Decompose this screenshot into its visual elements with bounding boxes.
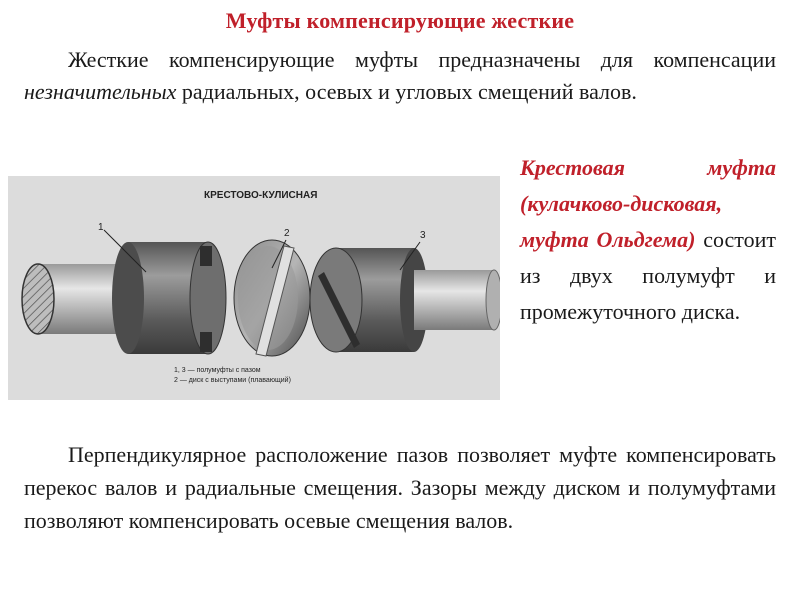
page-title: Муфты компенсирующие жесткие <box>225 8 575 33</box>
right-shaft <box>414 270 494 330</box>
legend-line-1: 1, 3 — полумуфты с пазом <box>174 367 261 374</box>
coupling-illustration <box>8 176 500 400</box>
side-description <box>520 150 776 330</box>
intro-paragraph <box>24 44 776 108</box>
figure-caption: КРЕСТОВО-КУЛИСНАЯ <box>204 190 318 201</box>
label-3: 3 <box>420 230 426 241</box>
legend-line-2: 2 — диск с выступами (плавающий) <box>174 377 291 384</box>
intro-text-end: радиальных, осевых и угловых смещений валов. <box>176 79 637 104</box>
intro-emphasis: незначительных <box>24 79 177 104</box>
coupling-drawing <box>8 176 500 400</box>
intro-text-start: Жесткие компенсирующие муфты предназначены для компенсации <box>68 47 776 72</box>
label-1: 1 <box>98 222 104 233</box>
bottom-paragraph: Перпендикулярное расположение пазов позволяет муфте компенсировать перекос валов и радиальные смещения. Зазоры между диском и полумуфтами позволяют компенсировать осевые смещения валов. <box>24 442 776 533</box>
left-shaft-section <box>22 264 54 334</box>
label-2: 2 <box>284 228 290 239</box>
coupling-type-highlight: Крестовая муфта (кулачково-дисковая, муфта Ольдгема) <box>520 155 776 252</box>
side-description-rest: состоит из двух полумуфт и промежуточного диска. <box>520 227 776 324</box>
